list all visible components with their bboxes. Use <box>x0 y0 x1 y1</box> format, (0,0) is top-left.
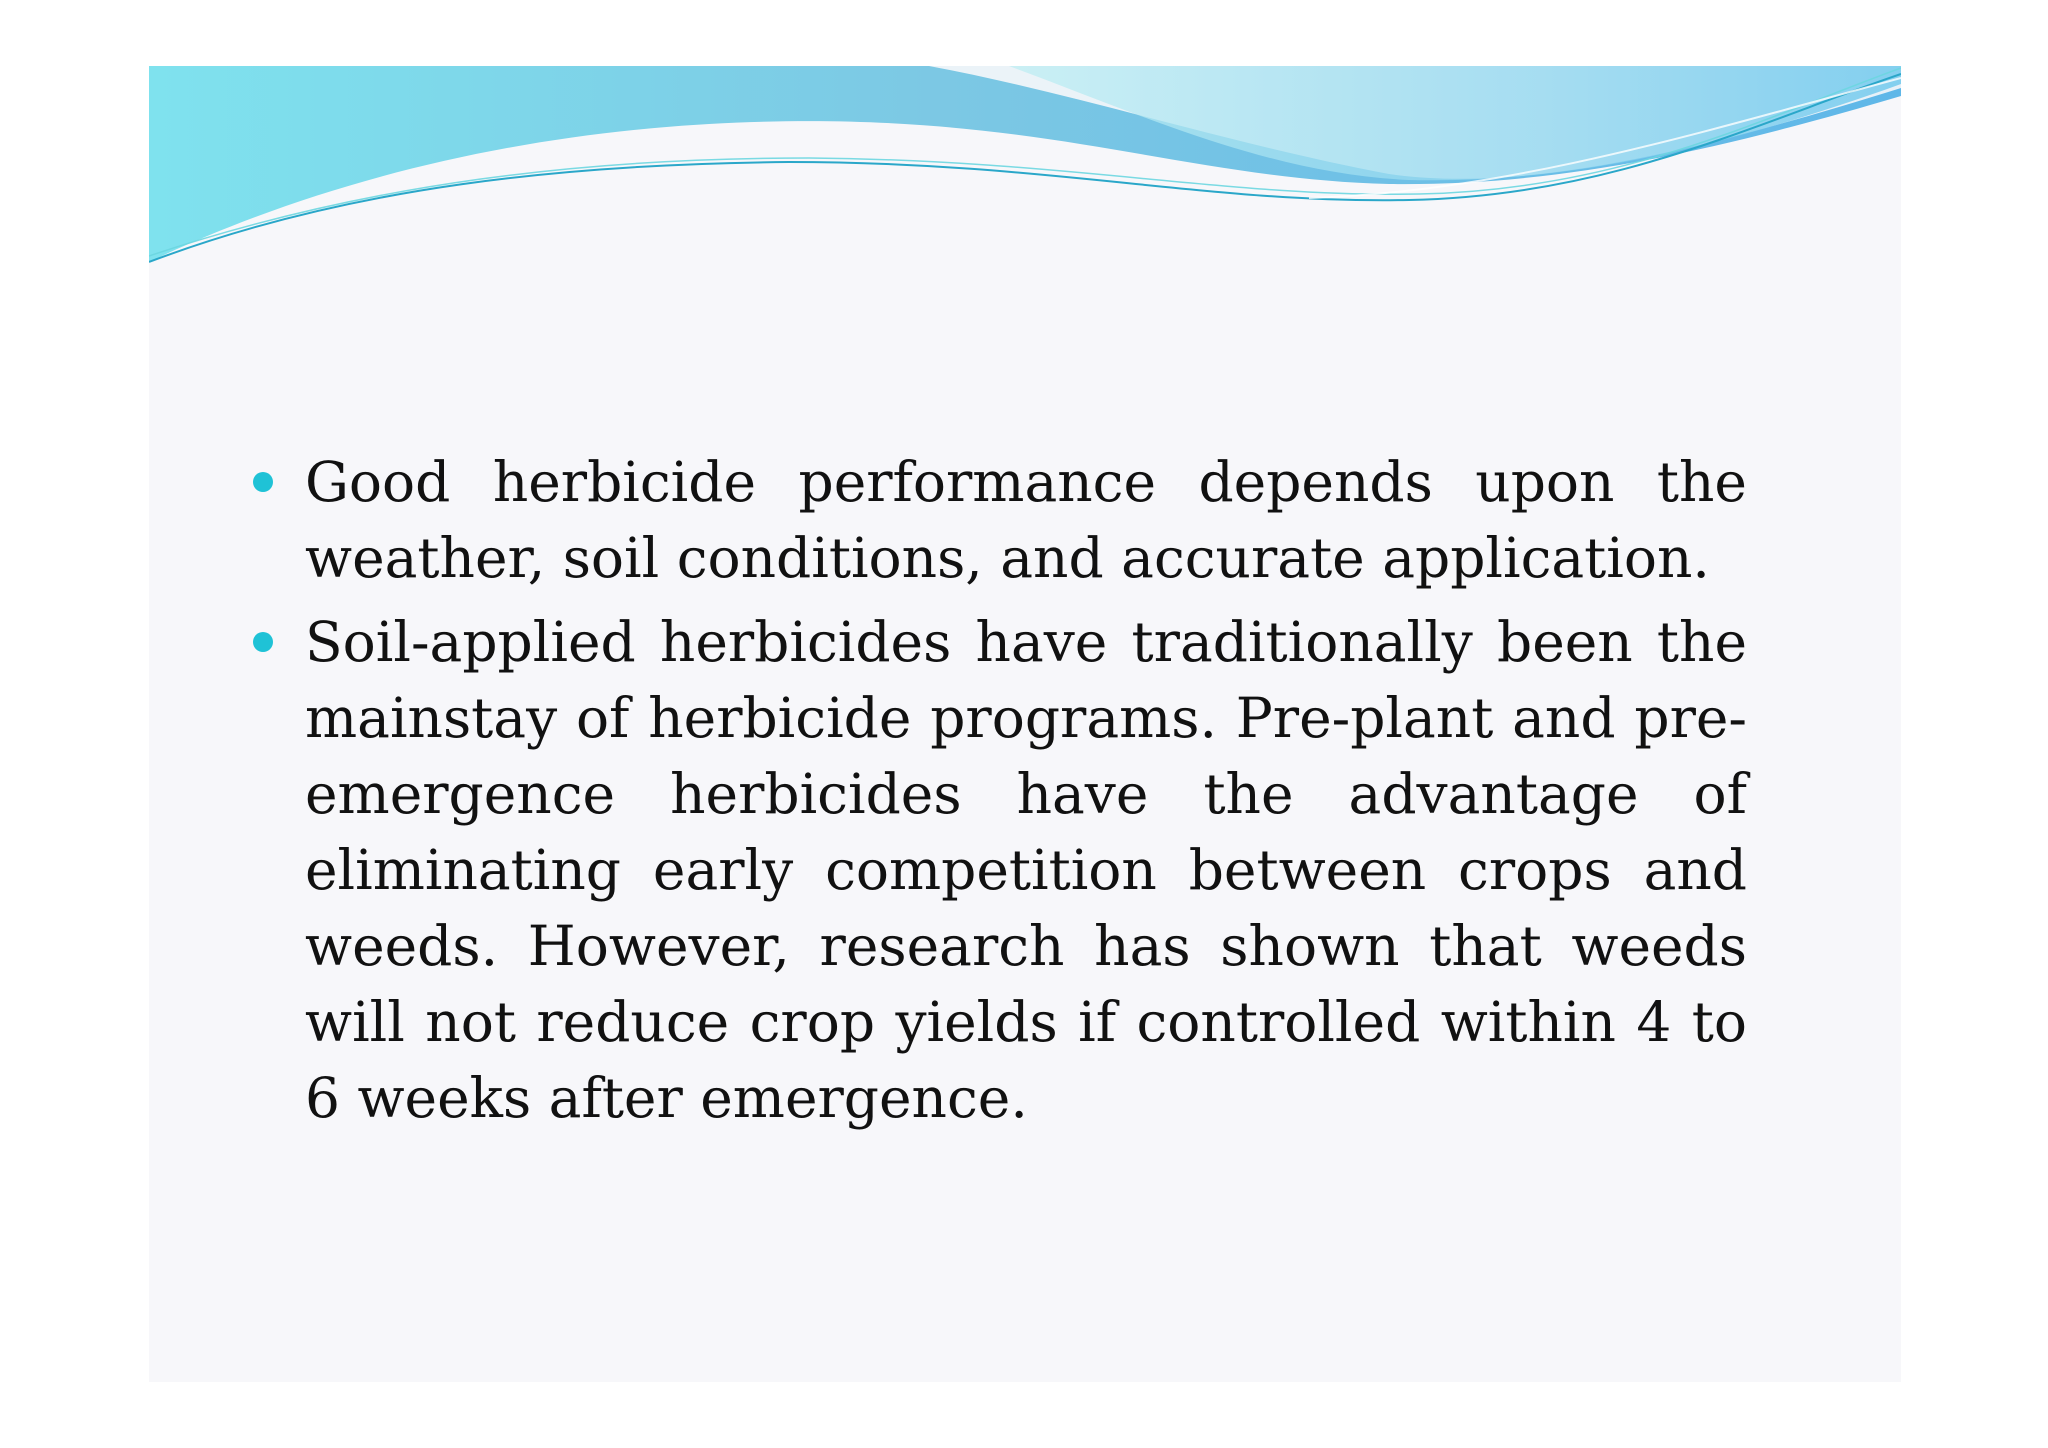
bullet-text: Soil-applied herbicides have traditionally been the mainstay of herbicide programs. Pre-plant and pre-emergence herbicides have the advantage of eliminating early competition between crops and weeds. However, research has shown that weeds will not reduce crop yields if controlled within 4 to 6 weeks after emergence. <box>305 610 1747 1130</box>
bullet-dot-icon <box>253 472 273 492</box>
slide <box>149 66 1901 1382</box>
bullet-item-2 <box>253 604 1747 1136</box>
bullet-text: Good herbicide performance depends upon the weather, soil conditions, and accurate application. <box>305 450 1747 590</box>
bullet-item-1 <box>253 444 1747 596</box>
bullet-list <box>253 444 1747 1144</box>
bullet-dot-icon <box>253 632 273 652</box>
wave-banner-decoration <box>149 66 1901 276</box>
